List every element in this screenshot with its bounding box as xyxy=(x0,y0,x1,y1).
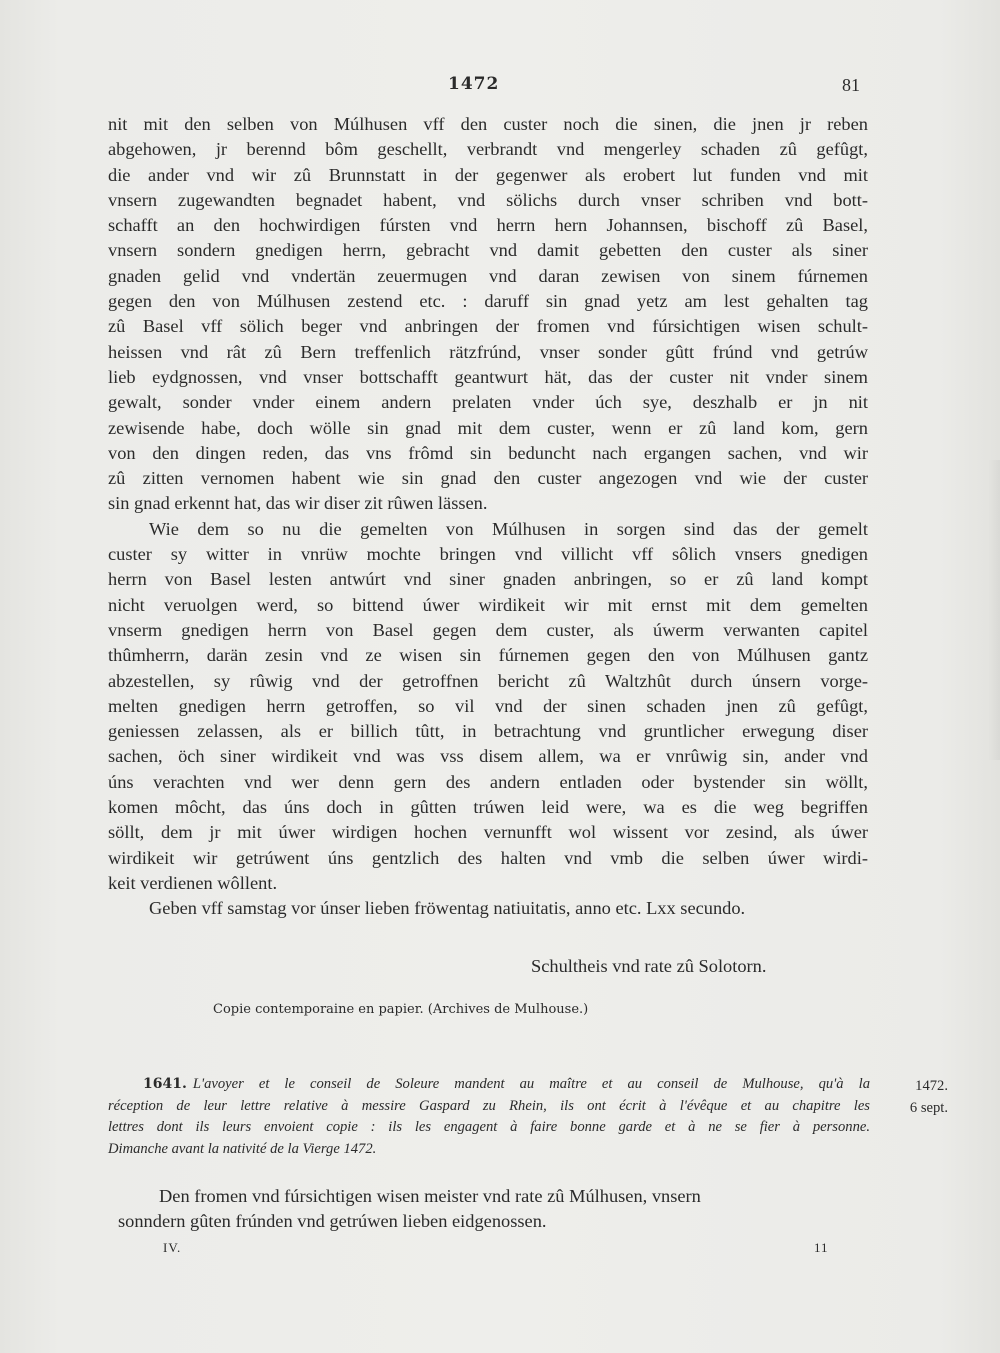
address-line: Den fromen vnd fúrsichtigen wisen meister vnd rate zû Múlhusen, vnsern xyxy=(159,1186,701,1206)
margin-day: 6 sept. xyxy=(909,1099,948,1116)
text-line: zû zitten vernomen habent wie sin gnad den custer angezogen vnd wie der custer xyxy=(108,468,868,489)
text-line: úns verachten vnd wer denn gern des andern entladen oder bystender sin wöllt, xyxy=(108,771,868,792)
text-line: zû Basel vff sölich beger vnd anbringen der fromen vnd fúrsichtigen wisen schult- xyxy=(108,316,868,337)
running-head-year: 1472 xyxy=(448,74,500,94)
source-note: Copie contemporaine en papier. (Archives de Mulhouse.) xyxy=(213,1002,589,1017)
document-number: 1641. xyxy=(143,1076,187,1092)
letter-signature: Schultheis vnd rate zû Solotorn. xyxy=(531,956,767,976)
text-line: keit verdienen wôllent. xyxy=(108,872,278,893)
text-line: abgehowen, jr berennd bôm geschellt, verbrandt vnd mengerley schaden zû gefûgt, xyxy=(108,139,868,160)
regest-dating-line: Dimanche avant la nativité de la Vierge 1472. xyxy=(108,1140,377,1157)
text-line: zewisende habe, doch wölle sin gnad mit dem custer, wenn er zû land kom, gern xyxy=(108,417,868,438)
text-line: geniessen zelassen, als er billich tûtt, in betrachtung vnd gruntlicher erwegung diser xyxy=(108,721,868,742)
text-line: nit mit den selben von Múlhusen vff den custer noch die sinen, die jnen jr reben xyxy=(108,114,868,134)
text-line: die ander vnd wir zû Brunnstatt in der gegenwer als erobert lut funden vnd mit xyxy=(108,164,868,185)
text-line: wirdikeit wir getrúwent úns gentzlich des halten vnd vmb die selben úwer wirdi- xyxy=(108,847,868,868)
text-line: vnserm gnedigen herrn von Basel gegen dem custer, als úwerm verwanten capitel xyxy=(108,619,868,640)
regest-line-text: L'avoyer et le conseil de Soleure mandent au maître et au conseil de Mulhouse, qu'à la xyxy=(192,1076,870,1092)
text-line: nicht veruolgen werd, so bittend úwer wirdikeit wir mit ernst mit dem gemelten xyxy=(108,594,868,615)
text-line: melten gnedigen herrn getroffen, so vil vnd der sinen schaden jnen zû gefûgt, xyxy=(108,695,868,716)
margin-year: 1472. xyxy=(915,1078,948,1094)
section-divider xyxy=(108,1048,868,1049)
margin-date xyxy=(896,1076,948,1119)
regest-line: lettres dont ils leurs envoient copie : ils les engagent à faire bonne garde et à ne se fier à personne. xyxy=(108,1119,870,1136)
sheet-number: 11 xyxy=(814,1240,829,1255)
text-line: söllt, dem jr mit úwer wirdigen hochen vernunfft wol wissent vor zesind, als úwer xyxy=(108,822,868,843)
text-line: schafft an den hochwirdigen fúrsten vnd herrn hern Johannsen, bischoff zû Basel, xyxy=(108,215,868,236)
text-line: sachen, öch siner wirdikeit vnd was vss disem allem, wa er vnrûwig sin, ander vnd xyxy=(108,746,868,767)
address-line: sonndern gûten frúnden vnd getrúwen lieben eidgenossen. xyxy=(118,1211,547,1232)
text-line: abzestellen, sy rûwig vnd der getroffnen bericht zû Waltzhût durch únsern vorge- xyxy=(108,670,868,691)
page-edge-shadow xyxy=(988,460,1000,760)
text-line: sin gnad erkennt hat, das wir diser zit rûwen lässen. xyxy=(108,493,488,514)
text-line: gnaden gelid vnd vndertän zeuermugen vnd daran zewisen von sinem fúrnemen xyxy=(108,265,868,286)
text-line: vnsern zugewandten begnadet habent, vnd sölichs durch vnser schriben vnd bott- xyxy=(108,189,868,210)
page-number: 81 xyxy=(842,75,860,95)
text-line: custer sy witter in vnrüw mochte bringen vnd villicht vff sôlich vnsers gnedigen xyxy=(108,544,868,565)
text-line: gegen den von Múlhusen zestend etc. : daruff sin gnad yetz am lest gehalten tag xyxy=(108,291,868,312)
regest-line xyxy=(108,1074,870,1096)
text-line: lieb eydgnossen, vnd vnser bottschafft geantwurt hät, das der custer nit vnder sinem xyxy=(108,366,868,387)
text-line: herrn von Basel lesten antwúrt vnd siner gnaden anbringen, so er zû land kompt xyxy=(108,569,868,590)
text-line: heissen vnd rât zû Bern treffenlich rätzfrúnd, vnser sonder gûtt frúnd vnd getrúw xyxy=(108,341,868,362)
text-line: gewalt, sonder vnder einem andern prelaten vnder úch sye, deszhalb er jn nit xyxy=(108,392,868,413)
regest-line: réception de leur lettre relative à messire Gaspard zu Rhein, ils ont écrit à l'évêque et au chapitre les xyxy=(108,1097,870,1114)
running-head xyxy=(0,74,1000,100)
text-line: vnsern sondern gnedigen herrn, gebracht vnd damit gebetten den custer als siner xyxy=(108,240,868,261)
letter-address xyxy=(118,1184,878,1235)
dating-line: Geben vff samstag vor únser lieben fröwentag natiuitatis, anno etc. Lxx secundo. xyxy=(149,898,746,919)
text-line: thûmherrn, darän zesin vnd ze wisen sin fúrnemen gegen den von Múlhusen gantz xyxy=(108,645,868,666)
text-line: von den dingen reden, das vns frômd sin beduncht nach ergangen sachen, vnd wir xyxy=(108,442,868,463)
letter-text xyxy=(108,112,868,922)
text-line: komen môcht, das úns doch in gûtten trúwen leid were, wa es die weg begriffen xyxy=(108,797,868,818)
signature-mark: IV. xyxy=(163,1240,182,1255)
paragraph-start-line: Wie dem so nu die gemelten von Múlhusen in sorgen sind das der gemelt xyxy=(149,518,868,539)
regest-summary xyxy=(108,1074,870,1160)
